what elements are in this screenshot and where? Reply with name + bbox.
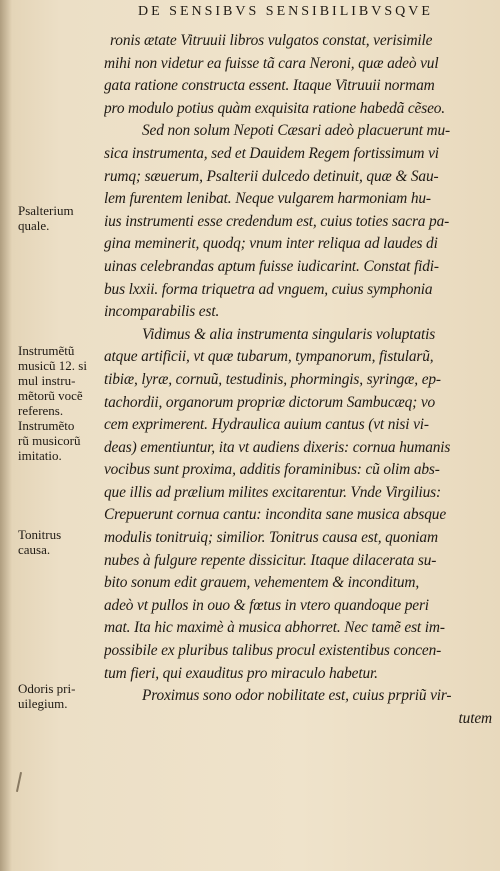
- margin-note-line: Psalterium: [18, 203, 74, 218]
- margin-note-line: imitatio.: [18, 448, 62, 463]
- text-line: Proximus sono odor nobilitate est, cuius prpriũ vir-: [142, 687, 452, 705]
- margin-note-line: Instrumẽto: [18, 418, 75, 433]
- text-line: incomparabilis est.: [104, 303, 220, 321]
- margin-note-line: Instrumẽtũ: [18, 343, 75, 358]
- text-line: tum fieri, qui exauditus pro miraculo habetur.: [104, 664, 378, 682]
- text-line: ronis ætate Vitruuii libros vulgatos constat, verisimile: [110, 32, 433, 49]
- text-line: gata ratione constructa essent. Itaque Vitruuii normam: [104, 77, 435, 95]
- margin-note-line: mul instru-: [18, 373, 76, 388]
- text-line: Crepuerunt cornua cantu: incondita sane musica absque: [104, 506, 446, 524]
- text-line: cem exprimerent. Hydraulica auium cantus (vt nisi vi-: [104, 416, 429, 434]
- text-line: gina meminerit, quodq; vnum inter reliqua ad laudes di: [104, 235, 438, 253]
- text-line: ius instrumenti esse credendum est, cuius toties sacra pa-: [104, 212, 450, 230]
- text-line: atque artificii, vt quæ tubarum, tympanorum, fistularũ,: [104, 348, 434, 366]
- margin-note-instrumentum: [18, 343, 110, 463]
- text-line: sica instrumenta, sed et Dauidem Regem fortissimum vi: [104, 144, 439, 162]
- margin-note-line: mẽtorũ vocẽ: [18, 388, 83, 403]
- text-line: que illis ad prælium milites excitarentur. Vnde Virgilius:: [104, 483, 441, 501]
- text-line: rumq; sæuerum, Psalterii dulcedo detinuit, quæ & Sau-: [104, 167, 439, 185]
- running-head: DE SENSIBVS SENSIBILIBVSQVE: [138, 4, 433, 19]
- text-line: adeò vt pullos in ouo & fœtus in vtero quandoque peri: [104, 596, 429, 614]
- margin-note-line: referens.: [18, 403, 64, 418]
- margin-note-line: musicũ 12. si: [18, 358, 87, 373]
- text-line: bus lxxii. forma triquetra ad vnguem, cuius symphonia: [104, 280, 433, 298]
- text-line: deas) ementiuntur, ita vt audiens dixeris: cornua humanis: [104, 438, 451, 456]
- catchword: tutem: [458, 709, 492, 727]
- text-line: mihi non videtur ea fuisse tã cara Neroni, quæ adeò vul: [104, 54, 439, 72]
- margin-note-line: causa.: [18, 542, 51, 557]
- margin-note-line: uilegium.: [18, 696, 68, 711]
- margin-note-psalterium: [18, 203, 110, 233]
- text-line: pro modulo potius quàm exquisita ratione habedã cẽseo.: [104, 99, 445, 117]
- margin-note-line: Odoris pri-: [18, 681, 76, 696]
- text-line: modulis tonitruiq; similior. Tonitrus causa est, quoniam: [104, 529, 438, 547]
- ink-mark: [16, 772, 22, 792]
- text-line: vocibus sunt proxima, additis foraminibus: cũ olim abs-: [104, 461, 440, 479]
- text-line: nubes à fulgure repente dissicitur. Itaque dilacerata su-: [104, 551, 437, 569]
- margin-note-line: rũ musicorũ: [18, 433, 81, 448]
- text-line: lem furentem lenibat. Neque vulgarem harmoniam hu-: [104, 190, 431, 208]
- text-line: mat. Ita hic maximè à musica abhorret. Nec tamẽ est im-: [104, 619, 445, 637]
- margin-note-tonitrus: [18, 527, 110, 557]
- text-line: possibile ex pluribus talibus procul existentibus concen-: [104, 642, 442, 660]
- main-text-block: [104, 30, 496, 730]
- text-line: Vidimus & alia instrumenta singularis voluptatis: [142, 325, 436, 343]
- binding-shadow: [0, 0, 12, 871]
- margin-note-line: quale.: [18, 218, 50, 233]
- text-line: Sed non solum Nepoti Cæsari adeò placuerunt mu-: [142, 122, 451, 140]
- text-line: tibiæ, lyræ, cornuũ, testudinis, phormingis, syringæ, ep-: [104, 370, 441, 388]
- margin-note-odoris: [18, 681, 110, 711]
- text-line: bito sonum edit grauem, vehementem & inconditum,: [104, 574, 420, 592]
- text-line: uinas celebrandas aptum fuisse iudicarint. Constat fidi-: [104, 257, 439, 275]
- text-line: tachordii, organorum propriæ dictorum Sambucæq; vo: [104, 393, 436, 411]
- margin-note-line: Tonitrus: [18, 527, 62, 542]
